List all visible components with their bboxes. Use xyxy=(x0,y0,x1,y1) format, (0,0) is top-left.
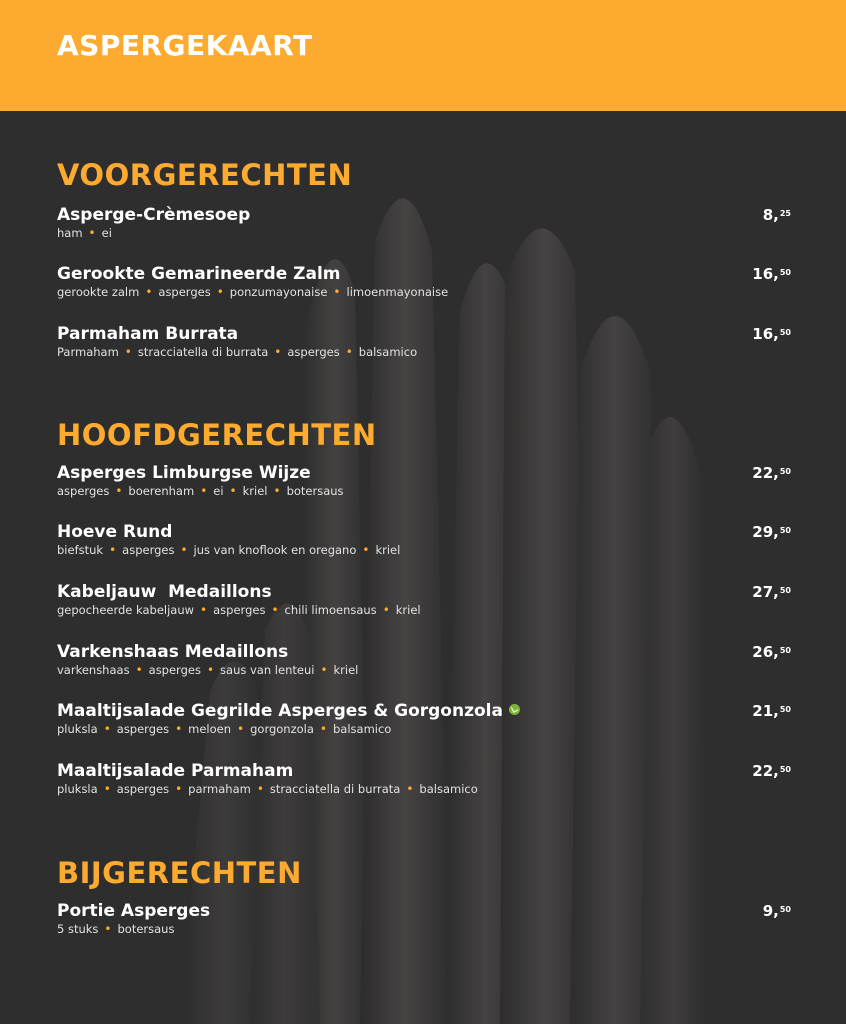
item-price: 8,25 xyxy=(762,206,791,224)
bullet-separator: • xyxy=(362,543,370,557)
ingredient: balsamico xyxy=(333,722,392,736)
item-description xyxy=(57,345,417,360)
ingredient: varkenshaas xyxy=(57,663,130,677)
item-name: Maaltijsalade Gegrilde Asperges & Gorgonzola xyxy=(57,700,520,722)
menu-item xyxy=(57,204,797,244)
ingredient: asperges xyxy=(116,722,170,736)
menu-item xyxy=(57,521,797,561)
item-description xyxy=(57,484,344,499)
ingredient: limoenmayonaise xyxy=(346,285,449,299)
ingredient: stracciatella di burrata xyxy=(137,345,269,359)
item-price: 16,50 xyxy=(752,325,791,343)
bullet-separator: • xyxy=(200,484,208,498)
ingredient: meloen xyxy=(188,722,232,736)
bullet-separator: • xyxy=(274,345,282,359)
section-title: VOORGERECHTEN xyxy=(57,158,353,192)
bullet-separator: • xyxy=(256,782,264,796)
ingredient: asperges xyxy=(122,543,175,557)
ingredient: asperges xyxy=(158,285,211,299)
ingredient: saus van lenteui xyxy=(220,663,315,677)
item-price: 9,50 xyxy=(762,902,791,920)
ingredient: gorgonzola xyxy=(250,722,314,736)
menu-item xyxy=(57,462,797,502)
bullet-separator: • xyxy=(206,663,215,677)
ingredient: botersaus xyxy=(117,922,175,936)
bullet-separator: • xyxy=(406,782,414,796)
item-price: 22,50 xyxy=(752,464,791,482)
bullet-separator: • xyxy=(145,285,153,299)
page-title: ASPERGEKAART xyxy=(57,29,313,62)
section-bijgerechten xyxy=(57,856,797,936)
bullet-separator: • xyxy=(319,722,327,736)
ingredient: pluksla xyxy=(57,722,98,736)
bullet-separator: • xyxy=(115,484,123,498)
section-title: HOOFDGERECHTEN xyxy=(57,418,377,452)
ingredient: kriel xyxy=(395,603,421,617)
bullet-separator: • xyxy=(273,484,281,498)
bullet-separator: • xyxy=(320,663,328,677)
bullet-separator: • xyxy=(180,543,188,557)
item-description xyxy=(57,285,448,300)
item-price: 27,50 xyxy=(752,583,791,601)
bullet-separator: • xyxy=(237,722,245,736)
bullet-separator: • xyxy=(103,722,111,736)
ingredient: asperges xyxy=(116,782,170,796)
item-name: Hoeve Rund xyxy=(57,522,173,542)
bullet-separator: • xyxy=(216,285,224,299)
bullet-separator: • xyxy=(109,543,117,557)
item-price: 21,50 xyxy=(752,702,791,720)
header-bar xyxy=(0,0,846,111)
item-description xyxy=(57,543,400,558)
ingredient: ham xyxy=(57,226,83,240)
item-name: Varkenshaas Medaillons xyxy=(57,642,289,662)
ingredient: ei xyxy=(101,226,112,240)
item-description xyxy=(57,722,391,737)
ingredient: parmaham xyxy=(188,782,251,796)
bullet-separator: • xyxy=(382,603,390,617)
bullet-separator: • xyxy=(271,603,279,617)
ingredient: ponzumayonaise xyxy=(229,285,328,299)
ingredient: biefstuk xyxy=(57,543,104,557)
ingredient: ei xyxy=(213,484,224,498)
item-price: 29,50 xyxy=(752,523,791,541)
item-description xyxy=(57,663,358,678)
item-name: Kabeljauw Medaillons xyxy=(57,582,272,602)
ingredient: asperges xyxy=(148,663,201,677)
item-description xyxy=(57,922,174,937)
ingredient: asperges xyxy=(57,484,110,498)
ingredient: Parmaham xyxy=(57,345,119,359)
item-name: Parmaham Burrata xyxy=(57,324,239,344)
bullet-separator: • xyxy=(175,722,183,736)
ingredient: kriel xyxy=(375,543,401,557)
ingredient: balsamico xyxy=(419,782,478,796)
bullet-separator: • xyxy=(135,663,143,677)
ingredient: jus van knoflook en oregano xyxy=(193,543,357,557)
item-price: 26,50 xyxy=(752,643,791,661)
section-title: BIJGERECHTEN xyxy=(57,856,302,890)
ingredient: asperges xyxy=(213,603,266,617)
ingredient: 5 stuks xyxy=(57,922,99,936)
item-name: Asperges Limburgse Wijze xyxy=(57,463,311,483)
ingredient: asperges xyxy=(287,345,340,359)
ingredient: gepocheerde kabeljauw xyxy=(57,603,195,617)
menu-item xyxy=(57,323,797,363)
bullet-separator: • xyxy=(345,345,353,359)
section-voorgerechten xyxy=(57,158,797,359)
menu-item xyxy=(57,760,797,800)
ingredient: pluksla xyxy=(57,782,98,796)
item-name: Portie Asperges xyxy=(57,901,211,921)
item-description xyxy=(57,782,478,797)
item-name: Gerookte Gemarineerde Zalm xyxy=(57,264,341,284)
bullet-separator: • xyxy=(200,603,208,617)
ingredient: gerookte zalm xyxy=(57,285,140,299)
item-price: 16,50 xyxy=(752,265,791,283)
ingredient: boerenham xyxy=(128,484,195,498)
bullet-separator: • xyxy=(124,345,132,359)
section-hoofdgerechten xyxy=(57,418,797,796)
menu-item xyxy=(57,581,797,621)
bullet-separator: • xyxy=(104,922,112,936)
ingredient: stracciatella di burrata xyxy=(269,782,401,796)
ingredient: chili limoensaus xyxy=(284,603,377,617)
bullet-separator: • xyxy=(333,285,341,299)
vegetarian-icon xyxy=(509,704,520,715)
item-description xyxy=(57,226,112,241)
menu-item xyxy=(57,263,797,303)
bullet-separator: • xyxy=(88,226,96,240)
menu-item xyxy=(57,641,797,681)
ingredient: botersaus xyxy=(286,484,344,498)
bullet-separator: • xyxy=(175,782,183,796)
item-name: Asperge-Crèmesoep xyxy=(57,205,251,225)
item-description xyxy=(57,603,421,618)
ingredient: kriel xyxy=(242,484,268,498)
bullet-separator: • xyxy=(103,782,111,796)
item-price: 22,50 xyxy=(752,762,791,780)
bullet-separator: • xyxy=(229,484,237,498)
ingredient: balsamico xyxy=(358,345,418,359)
menu-item xyxy=(57,700,797,740)
ingredient: kriel xyxy=(333,663,359,677)
menu-item xyxy=(57,900,797,940)
item-name: Maaltijsalade Parmaham xyxy=(57,761,294,781)
